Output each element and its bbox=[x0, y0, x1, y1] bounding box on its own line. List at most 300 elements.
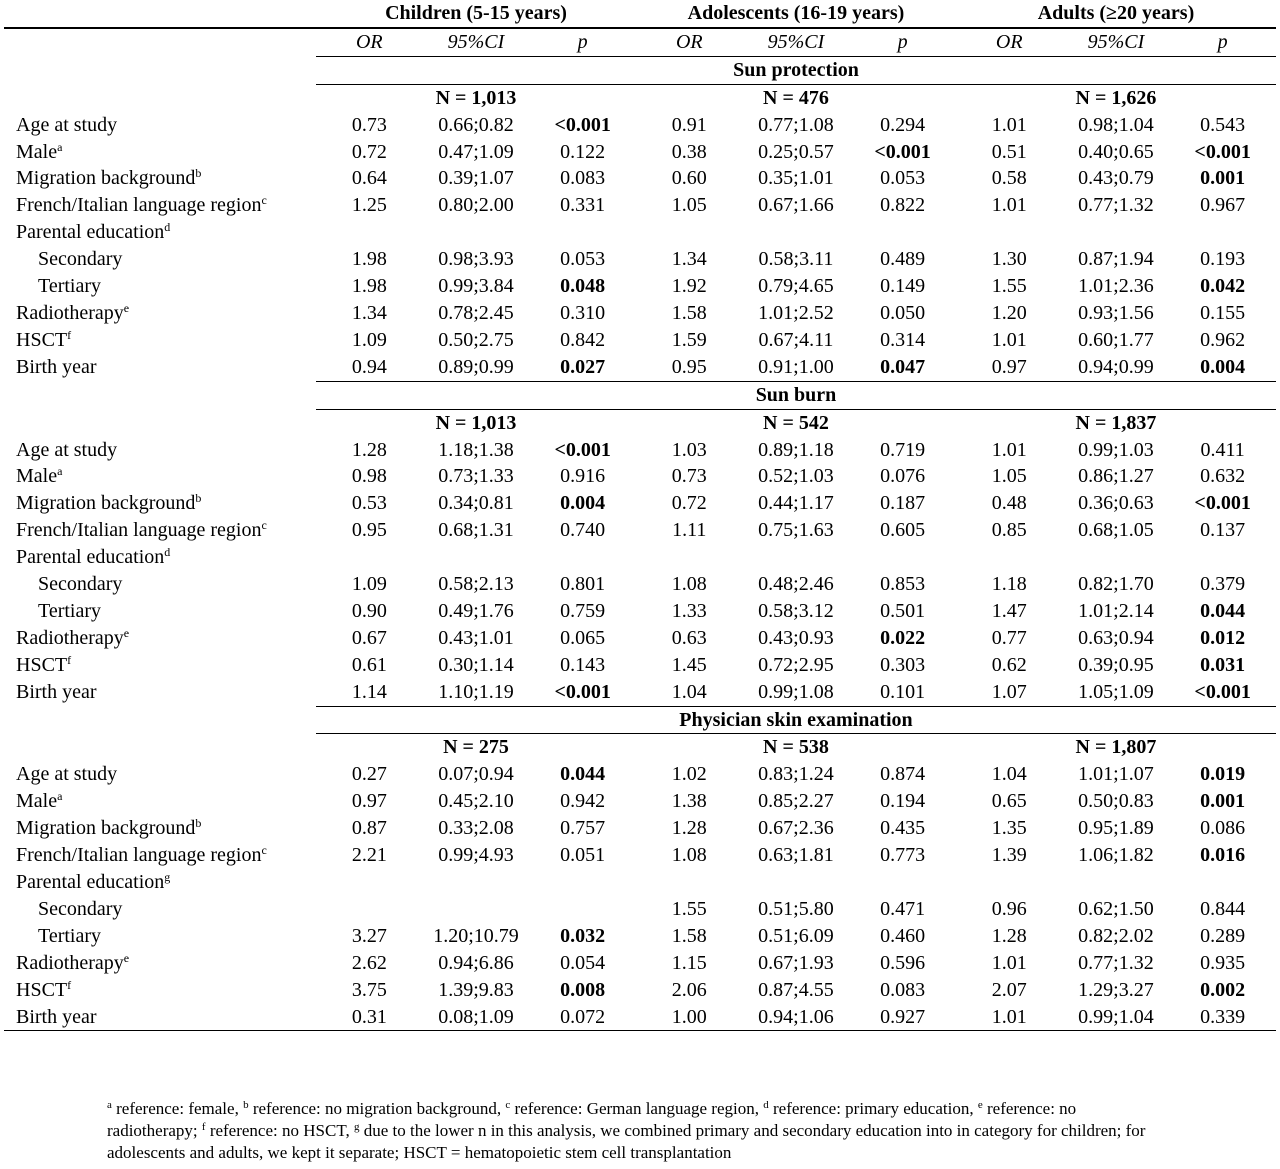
odds-ratio: 0.73 bbox=[351, 113, 387, 136]
p-value: 0.460 bbox=[880, 924, 926, 947]
row-label-text: Tertiary bbox=[38, 924, 102, 947]
row-label-text: HSCT bbox=[16, 978, 68, 1001]
p-value: 0.194 bbox=[880, 790, 926, 813]
confidence-interval: 0.34;0.81 bbox=[438, 492, 514, 515]
p-value: 0.050 bbox=[880, 301, 926, 324]
footnote-marker: e bbox=[123, 950, 130, 965]
p-value: 0.032 bbox=[560, 924, 606, 947]
p-value: 0.757 bbox=[560, 817, 606, 840]
p-value: 0.489 bbox=[880, 248, 926, 271]
row-label bbox=[4, 679, 316, 706]
confidence-interval: 0.25;0.57 bbox=[758, 140, 834, 163]
p-value: 0.076 bbox=[880, 465, 926, 488]
confidence-interval: 0.43;0.93 bbox=[758, 626, 834, 649]
confidence-interval: 0.79;4.65 bbox=[758, 275, 834, 298]
row-label-text: Parental education bbox=[16, 546, 165, 569]
p-value: 0.916 bbox=[560, 465, 606, 488]
odds-ratio: 0.98 bbox=[351, 465, 387, 488]
p-value: 0.962 bbox=[1200, 328, 1246, 351]
confidence-interval: 0.30;1.14 bbox=[438, 653, 514, 676]
p-value: 0.016 bbox=[1200, 844, 1246, 867]
table-row bbox=[4, 1004, 1276, 1031]
confidence-interval: 0.94;0.99 bbox=[1078, 355, 1154, 378]
table-row bbox=[4, 788, 1276, 815]
section-title: Sun protection bbox=[316, 56, 1276, 84]
row-label bbox=[4, 869, 316, 896]
confidence-interval: 0.77;1.32 bbox=[1078, 951, 1154, 974]
footnote-marker: b bbox=[243, 1099, 249, 1111]
p-value: 0.310 bbox=[560, 301, 606, 324]
odds-ratio: 0.60 bbox=[671, 167, 707, 190]
row-label bbox=[4, 300, 316, 327]
row-label-text: Age at study bbox=[16, 763, 118, 786]
footnote-marker: b bbox=[195, 491, 202, 506]
confidence-interval: 1.18;1.38 bbox=[438, 438, 514, 461]
p-value: 0.471 bbox=[880, 897, 926, 920]
table-row bbox=[4, 598, 1276, 625]
header-blank bbox=[4, 0, 316, 28]
table-row bbox=[4, 842, 1276, 869]
confidence-interval: 1.39;9.83 bbox=[438, 978, 514, 1001]
p-value: 0.053 bbox=[880, 167, 926, 190]
sample-size-blank bbox=[4, 84, 316, 111]
confidence-interval: 0.66;0.82 bbox=[438, 113, 514, 136]
odds-ratio: 1.28 bbox=[351, 438, 387, 461]
confidence-interval: 1.10;1.19 bbox=[438, 680, 514, 703]
p-value: 0.149 bbox=[880, 275, 926, 298]
p-value: 0.042 bbox=[1200, 275, 1246, 298]
confidence-interval: 1.01;2.52 bbox=[758, 301, 834, 324]
odds-ratio: 0.51 bbox=[991, 140, 1027, 163]
p-value: 0.331 bbox=[560, 194, 606, 217]
row-label-text: French/Italian language region bbox=[16, 844, 262, 867]
row-label-text: Migration background bbox=[16, 167, 196, 190]
table-footnote bbox=[107, 1098, 1167, 1164]
p-value: 0.101 bbox=[880, 680, 926, 703]
odds-ratio: 1.09 bbox=[351, 573, 387, 596]
p-value: 0.054 bbox=[560, 951, 606, 974]
p-value: 0.294 bbox=[880, 113, 926, 136]
p-value: <0.001 bbox=[554, 113, 611, 136]
confidence-interval: 0.80;2.00 bbox=[438, 194, 514, 217]
table-row bbox=[4, 192, 1276, 219]
odds-ratio: 0.48 bbox=[991, 492, 1027, 515]
table-row bbox=[4, 544, 1276, 571]
footnote-marker: a bbox=[57, 464, 63, 479]
p-value: 0.027 bbox=[560, 355, 606, 378]
confidence-interval: 1.20;10.79 bbox=[433, 924, 519, 947]
row-label bbox=[4, 192, 316, 219]
sample-size: N = 1,013 bbox=[435, 86, 517, 109]
p-value: 0.314 bbox=[880, 328, 926, 351]
sample-size: N = 1,807 bbox=[1075, 736, 1157, 759]
confidence-interval: 0.63;0.94 bbox=[1078, 626, 1154, 649]
odds-ratio: 1.01 bbox=[991, 438, 1027, 461]
odds-ratio: 1.11 bbox=[672, 519, 707, 542]
odds-ratio: 1.01 bbox=[991, 113, 1027, 136]
odds-ratio: 0.91 bbox=[671, 113, 707, 136]
confidence-interval: 0.58;3.12 bbox=[758, 599, 834, 622]
sample-size-row bbox=[4, 409, 1276, 436]
odds-ratio: 0.64 bbox=[351, 167, 387, 190]
footnote-text: reference: no migration background, bbox=[248, 1099, 506, 1118]
odds-ratio: 1.47 bbox=[991, 599, 1027, 622]
p-value: <0.001 bbox=[554, 438, 611, 461]
row-label-text: Migration background bbox=[16, 492, 196, 515]
subheader-ci: 95%CI bbox=[1087, 30, 1145, 53]
confidence-interval: 0.67;1.93 bbox=[758, 951, 834, 974]
odds-ratio: 1.04 bbox=[671, 680, 707, 703]
odds-ratio: 1.07 bbox=[991, 680, 1027, 703]
row-label bbox=[4, 463, 316, 490]
odds-ratio: 1.28 bbox=[671, 817, 707, 840]
confidence-interval: 0.51;5.80 bbox=[758, 897, 834, 920]
confidence-interval: 0.99;3.84 bbox=[438, 275, 514, 298]
row-label-text: French/Italian language region bbox=[16, 194, 262, 217]
p-value: 0.019 bbox=[1200, 763, 1246, 786]
footnote-marker: d bbox=[164, 545, 171, 560]
confidence-interval: 0.99;4.93 bbox=[438, 844, 514, 867]
p-value bbox=[529, 869, 636, 896]
confidence-interval: 0.63;1.81 bbox=[758, 844, 834, 867]
p-value: 0.083 bbox=[880, 978, 926, 1001]
footnote-marker: g bbox=[164, 870, 171, 884]
subheader-or: OR bbox=[675, 30, 703, 53]
confidence-interval: 1.06;1.82 bbox=[1078, 844, 1154, 867]
row-label bbox=[4, 544, 316, 571]
section-title-row bbox=[4, 56, 1276, 84]
confidence-interval bbox=[1063, 544, 1170, 571]
odds-ratio: 1.34 bbox=[351, 301, 387, 324]
confidence-interval bbox=[1063, 219, 1170, 246]
odds-ratio: 1.28 bbox=[991, 924, 1027, 947]
p-value: 0.874 bbox=[880, 763, 926, 786]
row-label-text: Tertiary bbox=[38, 599, 102, 622]
odds-ratio: 1.18 bbox=[991, 573, 1027, 596]
confidence-interval: 0.78;2.45 bbox=[438, 301, 514, 324]
confidence-interval: 0.52;1.03 bbox=[758, 465, 834, 488]
footnote-marker: f bbox=[67, 327, 72, 342]
odds-ratio: 1.92 bbox=[671, 275, 707, 298]
confidence-interval: 1.29;3.27 bbox=[1078, 978, 1154, 1001]
row-label bbox=[4, 815, 316, 842]
confidence-interval: 1.05;1.09 bbox=[1078, 680, 1154, 703]
footnote-marker: a bbox=[107, 1099, 112, 1111]
footnote-marker: d bbox=[763, 1099, 769, 1111]
confidence-interval: 0.99;1.08 bbox=[758, 680, 834, 703]
odds-ratio: 1.05 bbox=[991, 465, 1027, 488]
p-value: 0.143 bbox=[560, 653, 606, 676]
table-row bbox=[4, 652, 1276, 679]
row-label-text: Secondary bbox=[38, 248, 123, 271]
odds-ratio: 0.72 bbox=[671, 492, 707, 515]
row-label bbox=[4, 139, 316, 166]
p-value: <0.001 bbox=[1194, 140, 1251, 163]
odds-ratio: 1.20 bbox=[991, 301, 1027, 324]
row-label-text: HSCT bbox=[16, 328, 68, 351]
row-label bbox=[4, 896, 316, 923]
row-label-text: Radiotherapy bbox=[16, 951, 124, 974]
odds-ratio: 1.01 bbox=[991, 951, 1027, 974]
confidence-interval: 0.36;0.63 bbox=[1078, 492, 1154, 515]
footnote-text: reference: no radiotherapy; bbox=[107, 1099, 1077, 1140]
row-label-text: HSCT bbox=[16, 653, 68, 676]
sample-size: N = 1,626 bbox=[1075, 86, 1157, 109]
confidence-interval bbox=[423, 544, 530, 571]
p-value: 0.339 bbox=[1169, 1004, 1276, 1031]
footnote-marker: b bbox=[195, 166, 202, 181]
confidence-interval: 0.50;2.75 bbox=[438, 328, 514, 351]
confidence-interval: 0.39;0.95 bbox=[1078, 653, 1154, 676]
odds-ratio: 1.38 bbox=[671, 790, 707, 813]
row-label bbox=[4, 923, 316, 950]
row-label bbox=[4, 652, 316, 679]
p-value: <0.001 bbox=[1194, 680, 1251, 703]
footnote-marker: c bbox=[261, 843, 267, 858]
p-value: 0.935 bbox=[1200, 951, 1246, 974]
confidence-interval: 0.67;2.36 bbox=[758, 817, 834, 840]
odds-ratio: 1.08 bbox=[671, 573, 707, 596]
odds-ratio: 1.05 bbox=[671, 194, 707, 217]
confidence-interval: 0.43;0.79 bbox=[1078, 167, 1154, 190]
sample-size-row bbox=[4, 734, 1276, 761]
footnote-marker: g bbox=[353, 1121, 360, 1133]
row-label bbox=[4, 625, 316, 652]
row-label-text: Secondary bbox=[38, 897, 123, 920]
table-row bbox=[4, 869, 1276, 896]
p-value: 0.303 bbox=[880, 653, 926, 676]
odds-ratio: 1.15 bbox=[671, 951, 707, 974]
confidence-interval: 0.77;1.32 bbox=[1078, 194, 1154, 217]
p-value: 0.086 bbox=[1200, 817, 1246, 840]
confidence-interval: 0.93;1.56 bbox=[1078, 301, 1154, 324]
footnote-text: due to the lower n in this analysis, we combined primary and secondary education into in category for children; for adolescents and adults, we kept it separate; HSCT = hematopoietic stem cell transplantation bbox=[107, 1121, 1146, 1162]
odds-ratio: 0.73 bbox=[671, 465, 707, 488]
p-value: 0.967 bbox=[1200, 194, 1246, 217]
row-label-text: Male bbox=[16, 790, 58, 813]
section-blank bbox=[4, 381, 316, 409]
odds-ratio: 2.06 bbox=[671, 978, 707, 1001]
odds-ratio bbox=[316, 544, 423, 571]
subheader-p: p bbox=[897, 30, 908, 53]
sample-size-row bbox=[4, 84, 1276, 111]
odds-ratio: 3.75 bbox=[351, 978, 387, 1001]
confidence-interval: 1.01;2.36 bbox=[1078, 275, 1154, 298]
confidence-interval: 0.89;0.99 bbox=[438, 355, 514, 378]
table-body bbox=[4, 0, 1276, 1031]
odds-ratio: 1.39 bbox=[991, 844, 1027, 867]
p-value: 0.759 bbox=[560, 599, 606, 622]
odds-ratio bbox=[956, 544, 1063, 571]
row-label-text: Secondary bbox=[38, 573, 123, 596]
confidence-interval: 0.43;1.01 bbox=[438, 626, 514, 649]
confidence-interval: 0.62;1.50 bbox=[1078, 897, 1154, 920]
odds-ratio: 0.72 bbox=[351, 140, 387, 163]
confidence-interval: 0.98;3.93 bbox=[438, 248, 514, 271]
confidence-interval: 0.45;2.10 bbox=[438, 790, 514, 813]
odds-ratio bbox=[316, 869, 423, 896]
p-value: 0.044 bbox=[1200, 599, 1246, 622]
table-row bbox=[4, 815, 1276, 842]
row-label bbox=[4, 1004, 316, 1031]
odds-ratio: 1.14 bbox=[351, 680, 387, 703]
odds-ratio: 0.27 bbox=[351, 763, 387, 786]
confidence-interval: 0.68;1.05 bbox=[1078, 519, 1154, 542]
confidence-interval: 0.95;1.89 bbox=[1078, 817, 1154, 840]
sample-size: N = 476 bbox=[763, 86, 829, 109]
row-label bbox=[4, 788, 316, 815]
p-value: 0.008 bbox=[560, 978, 606, 1001]
table-row bbox=[4, 112, 1276, 139]
odds-ratio: 1.01 bbox=[991, 328, 1027, 351]
odds-ratio: 0.97 bbox=[351, 790, 387, 813]
odds-ratio: 1.08 bbox=[671, 844, 707, 867]
group-header-adults: Adults (≥20 years) bbox=[956, 0, 1276, 28]
odds-ratio: 1.59 bbox=[671, 328, 707, 351]
subheader-p: p bbox=[577, 30, 588, 53]
odds-ratio: 1.04 bbox=[991, 763, 1027, 786]
sample-size: N = 542 bbox=[763, 411, 829, 434]
row-label bbox=[4, 219, 316, 246]
p-value: 0.193 bbox=[1200, 248, 1246, 271]
confidence-interval: 0.82;1.70 bbox=[1078, 573, 1154, 596]
row-label bbox=[4, 112, 316, 139]
p-value bbox=[1169, 869, 1276, 896]
row-label-text: Parental education bbox=[16, 871, 165, 893]
odds-ratio: 1.35 bbox=[991, 817, 1027, 840]
footnote-text: reference: primary education, bbox=[768, 1099, 978, 1118]
odds-ratio bbox=[316, 896, 423, 923]
footnote-text: reference: German language region, bbox=[510, 1099, 764, 1118]
p-value bbox=[849, 544, 956, 571]
odds-ratio: 1.58 bbox=[671, 924, 707, 947]
section-title: Sun burn bbox=[316, 381, 1276, 409]
p-value: 0.122 bbox=[560, 140, 606, 163]
p-value: 0.543 bbox=[1200, 113, 1246, 136]
p-value bbox=[849, 869, 956, 896]
subheader-blank bbox=[4, 28, 316, 56]
table-row bbox=[4, 490, 1276, 517]
footnote-marker: f bbox=[201, 1121, 206, 1133]
p-value: 0.053 bbox=[560, 248, 606, 271]
table-row bbox=[4, 139, 1276, 166]
confidence-interval: 0.08;1.09 bbox=[423, 1004, 530, 1031]
subheader-ci: 95%CI bbox=[767, 30, 825, 53]
p-value bbox=[1169, 219, 1276, 246]
odds-ratio bbox=[956, 219, 1063, 246]
p-value: 0.083 bbox=[560, 167, 606, 190]
odds-ratio: 1.01 bbox=[991, 194, 1027, 217]
table-row bbox=[4, 437, 1276, 464]
odds-ratio: 1.01 bbox=[956, 1004, 1063, 1031]
odds-ratio bbox=[956, 869, 1063, 896]
row-label-text: Birth year bbox=[16, 1005, 97, 1028]
confidence-interval: 0.67;4.11 bbox=[758, 328, 834, 351]
odds-ratio bbox=[636, 219, 743, 246]
table-row bbox=[4, 463, 1276, 490]
p-value: 0.012 bbox=[1200, 626, 1246, 649]
odds-ratio: 0.31 bbox=[316, 1004, 423, 1031]
table-row bbox=[4, 896, 1276, 923]
confidence-interval: 0.98;1.04 bbox=[1078, 113, 1154, 136]
p-value: 0.044 bbox=[560, 763, 606, 786]
p-value: 0.801 bbox=[560, 573, 606, 596]
p-value: 0.435 bbox=[880, 817, 926, 840]
row-label-text: Birth year bbox=[16, 680, 97, 703]
odds-ratio: 0.95 bbox=[351, 519, 387, 542]
sample-size: N = 538 bbox=[763, 736, 829, 759]
confidence-interval: 0.40;0.65 bbox=[1078, 140, 1154, 163]
odds-ratio: 0.97 bbox=[991, 355, 1027, 378]
odds-ratio: 1.98 bbox=[351, 275, 387, 298]
odds-ratio: 1.58 bbox=[671, 301, 707, 324]
p-value: 0.002 bbox=[1200, 978, 1246, 1001]
confidence-interval: 0.89;1.18 bbox=[758, 438, 834, 461]
p-value: 0.155 bbox=[1200, 301, 1246, 324]
table-row bbox=[4, 761, 1276, 788]
confidence-interval: 0.87;4.55 bbox=[758, 978, 834, 1001]
p-value: 0.379 bbox=[1200, 573, 1246, 596]
subheader-ci: 95%CI bbox=[447, 30, 505, 53]
footnote-marker: d bbox=[164, 220, 171, 235]
odds-ratio bbox=[636, 869, 743, 896]
sample-size-blank bbox=[4, 409, 316, 436]
confidence-interval: 0.58;2.13 bbox=[438, 573, 514, 596]
section-blank bbox=[4, 56, 316, 84]
odds-ratio: 1.34 bbox=[671, 248, 707, 271]
sample-size: N = 1,837 bbox=[1075, 411, 1157, 434]
row-label-text: Birth year bbox=[16, 356, 97, 379]
group-header-children: Children (5-15 years) bbox=[316, 0, 636, 28]
confidence-interval: 0.73;1.33 bbox=[438, 465, 514, 488]
p-value: 0.740 bbox=[560, 519, 606, 542]
table-row bbox=[4, 679, 1276, 706]
p-value bbox=[1169, 544, 1276, 571]
odds-ratio: 0.94 bbox=[351, 355, 387, 378]
footnote-marker: e bbox=[123, 625, 130, 640]
p-value: <0.001 bbox=[874, 140, 931, 163]
confidence-interval: 0.67;1.66 bbox=[758, 194, 834, 217]
table-row bbox=[4, 625, 1276, 652]
odds-ratio: 0.61 bbox=[351, 653, 387, 676]
odds-ratio: 0.65 bbox=[991, 790, 1027, 813]
row-label bbox=[4, 273, 316, 300]
row-label bbox=[4, 950, 316, 977]
p-value: 0.927 bbox=[849, 1004, 956, 1031]
confidence-interval: 0.07;0.94 bbox=[438, 763, 514, 786]
confidence-interval bbox=[423, 219, 530, 246]
row-label-text: Parental education bbox=[16, 221, 165, 244]
confidence-interval: 0.86;1.27 bbox=[1078, 465, 1154, 488]
p-value: 0.001 bbox=[1200, 790, 1246, 813]
odds-ratio bbox=[316, 219, 423, 246]
row-label-text: Tertiary bbox=[38, 275, 102, 298]
group-header-row bbox=[4, 0, 1276, 28]
row-label-text: Radiotherapy bbox=[16, 626, 124, 649]
confidence-interval: 0.35;1.01 bbox=[758, 167, 834, 190]
confidence-interval: 1.01;1.07 bbox=[1078, 763, 1154, 786]
odds-ratio: 1.00 bbox=[636, 1004, 743, 1031]
p-value bbox=[529, 896, 636, 923]
footnote-marker: a bbox=[57, 139, 63, 154]
table-row bbox=[4, 977, 1276, 1004]
p-value: <0.001 bbox=[554, 680, 611, 703]
odds-ratio: 1.09 bbox=[351, 328, 387, 351]
table-row bbox=[4, 950, 1276, 977]
section-title: Physician skin examination bbox=[316, 706, 1276, 734]
odds-ratio: 0.67 bbox=[351, 626, 387, 649]
sample-size: N = 1,013 bbox=[435, 411, 517, 434]
